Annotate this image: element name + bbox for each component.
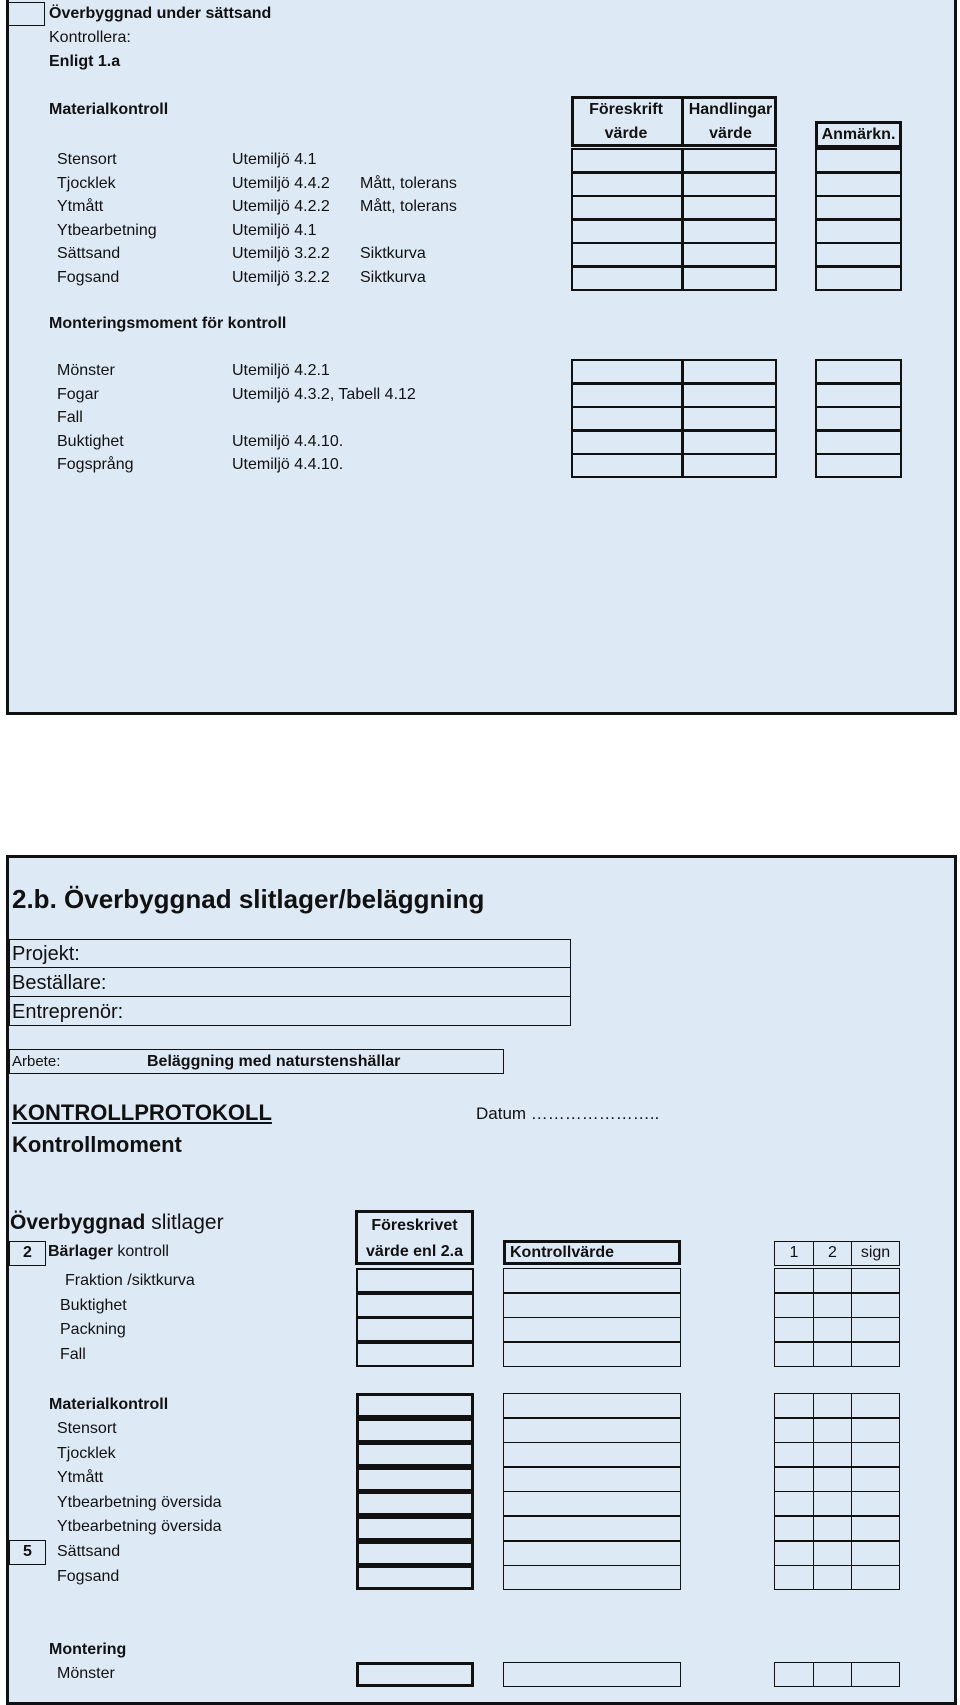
projekt-field[interactable] (9, 939, 571, 968)
mounting-name: Mönster (57, 362, 115, 379)
moment-title: Kontrollmoment (12, 1132, 182, 1157)
handlingar-cell[interactable] (682, 383, 777, 408)
barlager-row-label: Fraktion /siktkurva (65, 1272, 195, 1289)
foreskrift-cell[interactable] (571, 453, 683, 478)
material-name: Stensort (57, 151, 117, 168)
top-checkbox[interactable] (8, 2, 45, 26)
handlingar-cell[interactable] (682, 453, 777, 478)
handlingar-cell[interactable] (682, 195, 777, 220)
handlingar-cell[interactable] (682, 266, 777, 291)
material-ref: Utemiljö 4.1 (232, 221, 317, 239)
sign-cell[interactable] (851, 1268, 900, 1293)
anmarkn-cell[interactable] (815, 266, 902, 291)
material-note: Mått, tolerans (360, 198, 457, 216)
check-label: Kontrollera: (49, 29, 131, 46)
bestallare-label: Beställare: (12, 972, 107, 994)
header-kontrollvarde (503, 1240, 681, 1265)
projekt-label: Projekt: (12, 943, 80, 965)
barlager-row-label: Fall (60, 1345, 86, 1363)
foreskrift-cell[interactable] (571, 359, 683, 384)
mounting-name: Fogsprång (57, 456, 134, 474)
check-1-cell[interactable] (774, 1442, 814, 1467)
anmarkn-cell[interactable] (815, 453, 902, 478)
anmarkn-cell[interactable] (815, 430, 902, 455)
foreskrivet-cell[interactable] (356, 1541, 474, 1566)
kontrollvarde-cell[interactable] (503, 1662, 681, 1687)
col-1: 1 (789, 1244, 799, 1261)
kontrollvarde-cell[interactable] (503, 1541, 681, 1566)
check-1-cell[interactable] (774, 1516, 814, 1541)
col-kontrollvarde: Kontrollvärde (510, 1244, 615, 1261)
check-1-cell[interactable] (774, 1662, 814, 1687)
check-2-cell[interactable] (813, 1662, 852, 1687)
foreskrivet-cell[interactable] (356, 1342, 474, 1367)
kontrollvarde-cell[interactable] (503, 1418, 681, 1443)
material-name: Sättsand (57, 245, 121, 263)
check-2-cell[interactable] (813, 1293, 852, 1318)
check-2-cell[interactable] (813, 1342, 852, 1367)
barlager-row-label: Packning (60, 1321, 126, 1338)
kontrollvarde-cell[interactable] (503, 1516, 681, 1541)
anmarkn-cell[interactable] (815, 406, 902, 431)
anmarkn-cell[interactable] (815, 172, 902, 197)
material-ref: Utemiljö 4.1 (232, 151, 317, 168)
kontrollvarde-cell[interactable] (503, 1565, 681, 1590)
handlingar-cell[interactable] (682, 242, 777, 267)
check-2-cell[interactable] (813, 1516, 852, 1541)
bottom-material-row-label: Fogsand (57, 1567, 120, 1585)
col-foreskrift-2: värde (604, 125, 648, 142)
anmarkn-cell[interactable] (815, 359, 902, 384)
check-2-cell[interactable] (813, 1467, 852, 1492)
sign-cell[interactable] (851, 1418, 900, 1443)
check-2-cell[interactable] (813, 1491, 852, 1516)
check-1-cell[interactable] (774, 1565, 814, 1590)
section-rest: slitlager (145, 1211, 224, 1234)
mounting-name: Fall (57, 409, 83, 427)
foreskrivet-cell[interactable] (356, 1268, 474, 1293)
material-name: Fogsand (57, 269, 120, 286)
sattsand-number: 5 (23, 1543, 32, 1560)
sign-cell[interactable] (851, 1565, 900, 1590)
kontrollvarde-cell[interactable] (503, 1317, 681, 1342)
sign-cell[interactable] (851, 1442, 900, 1467)
sign-cell[interactable] (851, 1541, 900, 1566)
barlager-heading (48, 1242, 169, 1262)
section-bold: Överbyggnad (10, 1211, 146, 1234)
material-note: Mått, tolerans (360, 174, 457, 192)
sign-cell[interactable] (851, 1467, 900, 1492)
kontrollvarde-cell[interactable] (503, 1442, 681, 1467)
check-1-cell[interactable] (774, 1342, 814, 1367)
arbete-label: Arbete: (12, 1053, 61, 1070)
arbete-value: Beläggning med naturstenshällar (147, 1053, 401, 1070)
bottom-material-row-label: Ytmått (57, 1469, 104, 1487)
col-handlingar-2: värde (709, 125, 752, 142)
montering-row-label: Mönster (57, 1665, 115, 1682)
anmarkn-cell[interactable] (815, 195, 902, 220)
kontrollvarde-cell[interactable] (503, 1393, 681, 1418)
foreskrift-cell[interactable] (571, 406, 683, 431)
barlager-rest: kontroll (112, 1243, 169, 1260)
check-2-cell[interactable] (813, 1268, 852, 1293)
mounting-heading: Monteringsmoment för kontroll (49, 315, 287, 332)
foreskrift-cell[interactable] (571, 172, 683, 197)
col-anmarkn: Anmärkn. (821, 126, 896, 143)
according-label: Enligt 1.a (49, 53, 121, 70)
foreskrivet-cell[interactable] (356, 1467, 474, 1492)
handlingar-cell[interactable] (682, 359, 777, 384)
sign-cell[interactable] (851, 1491, 900, 1516)
mounting-name: Fogar (57, 385, 99, 403)
foreskrift-cell[interactable] (571, 266, 683, 291)
material-ref: Utemiljö 4.4.2 (232, 174, 330, 192)
bottom-material-heading: Materialkontroll (49, 1396, 169, 1413)
kontrollvarde-cell[interactable] (503, 1342, 681, 1367)
material-ref: Utemiljö 3.2.2 (232, 245, 330, 263)
handlingar-cell[interactable] (682, 406, 777, 431)
check-1-cell[interactable] (774, 1293, 814, 1318)
kontrollvarde-cell[interactable] (503, 1293, 681, 1318)
material-ref: Utemiljö 4.2.2 (232, 198, 330, 216)
col-foreskrift-1: Föreskrift (589, 101, 663, 118)
check-2-cell[interactable] (813, 1442, 852, 1467)
anmarkn-cell[interactable] (815, 383, 902, 408)
section-title (10, 1210, 224, 1236)
foreskrivet-cell[interactable] (356, 1442, 474, 1467)
kontrollvarde-cell[interactable] (503, 1467, 681, 1492)
handlingar-cell[interactable] (682, 148, 777, 173)
datum-label: Datum ………………….. (476, 1104, 660, 1123)
foreskrivet-cell[interactable] (356, 1418, 474, 1443)
bottom-material-row-label: Stensort (57, 1420, 117, 1437)
anmarkn-cell[interactable] (815, 148, 902, 173)
foreskrift-cell[interactable] (571, 242, 683, 267)
bottom-title: 2.b. Överbyggnad slitlager/beläggning (12, 884, 485, 914)
col-sign: sign (860, 1244, 891, 1261)
check-1-cell[interactable] (774, 1268, 814, 1293)
foreskrivet-cell[interactable] (356, 1565, 474, 1590)
handlingar-cell[interactable] (682, 219, 777, 244)
foreskrift-cell[interactable] (571, 219, 683, 244)
bottom-material-row-label: Ytbearbetning översida (57, 1518, 222, 1536)
top-title: Överbyggnad under sättsand (49, 5, 272, 22)
material-name: Tjocklek (57, 174, 116, 192)
material-note: Siktkurva (360, 245, 426, 263)
montering-heading: Montering (49, 1641, 127, 1658)
sign-cell[interactable] (851, 1342, 900, 1367)
material-name: Ytmått (57, 198, 104, 216)
header-anmarkn (815, 121, 902, 148)
material-name: Ytbearbetning (57, 221, 157, 239)
check-2-cell[interactable] (813, 1418, 852, 1443)
barlager-row-label: Buktighet (60, 1296, 127, 1314)
handlingar-cell[interactable] (682, 430, 777, 455)
check-2-cell[interactable] (813, 1541, 852, 1566)
check-2-cell[interactable] (813, 1393, 852, 1418)
bottom-material-row-label: Tjocklek (57, 1444, 116, 1462)
foreskrivet-cell[interactable] (356, 1393, 474, 1418)
check-1-cell[interactable] (774, 1418, 814, 1443)
material-ref: Utemiljö 3.2.2 (232, 269, 330, 286)
foreskrift-cell[interactable] (571, 195, 683, 220)
foreskrift-cell[interactable] (571, 430, 683, 455)
foreskrivet-cell[interactable] (356, 1516, 474, 1541)
col-2: 2 (828, 1244, 837, 1261)
mounting-ref: Utemiljö 4.3.2, Tabell 4.12 (232, 385, 416, 403)
col-foreskrivet-1: Föreskrivet (371, 1217, 458, 1234)
mounting-ref: Utemiljö 4.4.10. (232, 432, 344, 450)
col-handlingar-1: Handlingar (688, 101, 773, 118)
check-1-cell[interactable] (774, 1491, 814, 1516)
kontrollvarde-cell[interactable] (503, 1491, 681, 1516)
mounting-ref: Utemiljö 4.2.1 (232, 362, 330, 379)
sign-cell[interactable] (851, 1662, 900, 1687)
sign-cell[interactable] (851, 1293, 900, 1318)
foreskrift-cell[interactable] (571, 383, 683, 408)
bottom-material-row-label: Ytbearbetning översida (57, 1493, 222, 1511)
material-heading: Materialkontroll (49, 101, 169, 118)
anmarkn-cell[interactable] (815, 242, 902, 267)
foreskrivet-cell[interactable] (356, 1317, 474, 1342)
mounting-ref: Utemiljö 4.4.10. (232, 456, 344, 474)
entreprenor-label: Entreprenör: (12, 1001, 124, 1023)
sign-cell[interactable] (851, 1516, 900, 1541)
col-foreskrivet-2: värde enl 2.a (366, 1243, 463, 1260)
bottom-material-row-label: Sättsand (57, 1543, 121, 1560)
material-note: Siktkurva (360, 269, 426, 286)
check-1-cell[interactable] (774, 1541, 814, 1566)
check-2-cell[interactable] (813, 1317, 852, 1342)
foreskrivet-cell[interactable] (356, 1662, 474, 1687)
check-1-cell[interactable] (774, 1317, 814, 1342)
check-1-cell[interactable] (774, 1467, 814, 1492)
foreskrivet-cell[interactable] (356, 1491, 474, 1516)
kontrollvarde-cell[interactable] (503, 1268, 681, 1293)
sign-cell[interactable] (851, 1317, 900, 1342)
check-1-cell[interactable] (774, 1393, 814, 1418)
foreskrivet-cell[interactable] (356, 1293, 474, 1318)
anmarkn-cell[interactable] (815, 219, 902, 244)
protocol-title: KONTROLLPROTOKOLL (12, 1100, 272, 1125)
mounting-name: Buktighet (57, 432, 124, 450)
check-2-cell[interactable] (813, 1565, 852, 1590)
handlingar-cell[interactable] (682, 172, 777, 197)
barlager-bold: Bärlager (48, 1243, 113, 1260)
foreskrift-cell[interactable] (571, 148, 683, 173)
barlager-number: 2 (23, 1244, 32, 1261)
sign-cell[interactable] (851, 1393, 900, 1418)
